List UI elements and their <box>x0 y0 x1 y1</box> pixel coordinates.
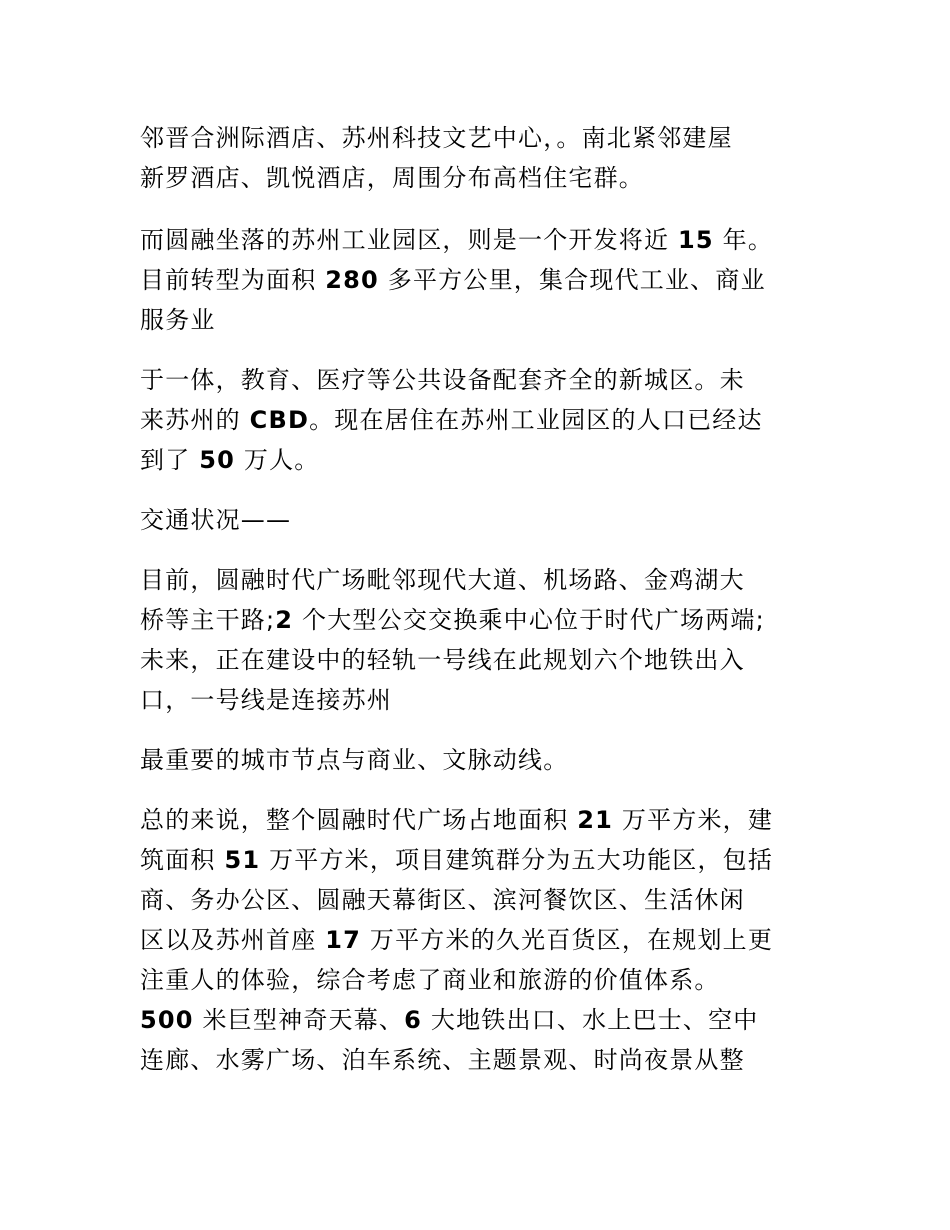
text-run: 多平方公里，集合现代工业、商业 <box>378 266 766 294</box>
number-run: CBD <box>249 406 310 434</box>
text-run: 最重要的城市节点与商业、文脉动线。 <box>140 746 569 774</box>
number-run: 500 <box>140 1006 194 1034</box>
section-heading-traffic <box>140 500 820 540</box>
number-run: 280 <box>325 266 379 294</box>
text-line <box>140 260 820 300</box>
number-run: 2 <box>275 606 294 634</box>
number-run: 17 <box>325 926 362 954</box>
text-run: 年。 <box>713 226 774 254</box>
paragraph-traffic <box>140 560 820 720</box>
text-run: 于一体，教育、医疗等公共设备配套齐全的新城区。未 <box>140 366 745 394</box>
text-line <box>140 360 820 400</box>
text-run: 到了 <box>140 446 200 474</box>
text-run: 邻晋合洲际酒店、苏州科技文艺中心，。南北紧邻建屋 <box>140 124 733 152</box>
text-run: 万平方米的久光百货区，在规划上更 <box>361 926 774 954</box>
text-run: 。现在居住在苏州工业园区的人口已经达 <box>309 406 763 434</box>
text-run: 目前转型为面积 <box>140 266 326 294</box>
text-run: 万平方米，项目建筑群分为五大功能区，包括 <box>260 846 774 874</box>
text-line <box>140 220 820 260</box>
text-run: 万人。 <box>235 446 320 474</box>
text-line <box>140 740 820 780</box>
number-run: 51 <box>224 846 261 874</box>
text-line <box>140 840 820 880</box>
number-run: 15 <box>678 226 714 254</box>
text-line <box>140 1040 820 1080</box>
text-run: 交通状况—— <box>140 506 292 534</box>
text-run: 筑面积 <box>140 846 225 874</box>
text-run: 新罗酒店、凯悦酒店，周围分布高档住宅群。 <box>140 164 644 192</box>
text-run: 总的来说，整个圆融时代广场占地面积 <box>140 806 578 834</box>
text-run: 连廊、水雾广场、泊车系统、主题景观、时尚夜景从整 <box>140 1046 745 1074</box>
text-run: 注重人的体验，综合考虑了商业和旅游的价值体系。 <box>140 966 720 994</box>
text-run: 大地铁出口、水上巴士、空中 <box>422 1006 759 1034</box>
text-run: 服务业 <box>140 306 216 334</box>
text-line <box>140 880 820 920</box>
text-line <box>140 600 820 640</box>
text-line <box>140 118 820 158</box>
paragraph-new-city-district <box>140 360 820 480</box>
text-line <box>140 440 820 480</box>
text-line <box>140 800 820 840</box>
number-run: 6 <box>404 1006 423 1034</box>
paragraph-city-node <box>140 740 820 780</box>
paragraph-summary <box>140 800 820 1080</box>
text-run: 区以及苏州首座 <box>140 926 326 954</box>
text-run: 米巨型神奇天幕、 <box>193 1006 405 1034</box>
text-line <box>140 920 820 960</box>
text-run: 商、务办公区、圆融天幕街区、滨河餐饮区、生活休闲 <box>140 886 745 914</box>
text-line <box>140 960 820 1000</box>
text-run: 未来，正在建设中的轻轨一号线在此规划六个地铁出入 <box>140 646 745 674</box>
paragraph-industrial-park <box>140 220 820 340</box>
text-run: 万平方米，建 <box>613 806 774 834</box>
text-line <box>140 1000 820 1040</box>
text-line <box>140 158 820 198</box>
number-run: 21 <box>577 806 614 834</box>
text-run: 个大型公交交换乘中心位于时代广场两端; <box>293 606 765 634</box>
text-line <box>140 500 820 540</box>
number-run: 50 <box>199 446 236 474</box>
text-run: 目前，圆融时代广场毗邻现代大道、机场路、金鸡湖大 <box>140 566 745 594</box>
text-run: 口，一号线是连接苏州 <box>140 686 392 714</box>
text-line <box>140 300 820 340</box>
text-line <box>140 680 820 720</box>
text-run: 而圆融坐落的苏州工业园区，则是一个开发将近 <box>140 226 679 254</box>
text-run: 来苏州的 <box>140 406 250 434</box>
text-run: 桥等主干路; <box>140 606 276 634</box>
paragraph-hotels <box>140 118 820 198</box>
text-line <box>140 560 820 600</box>
text-line <box>140 640 820 680</box>
text-line <box>140 400 820 440</box>
